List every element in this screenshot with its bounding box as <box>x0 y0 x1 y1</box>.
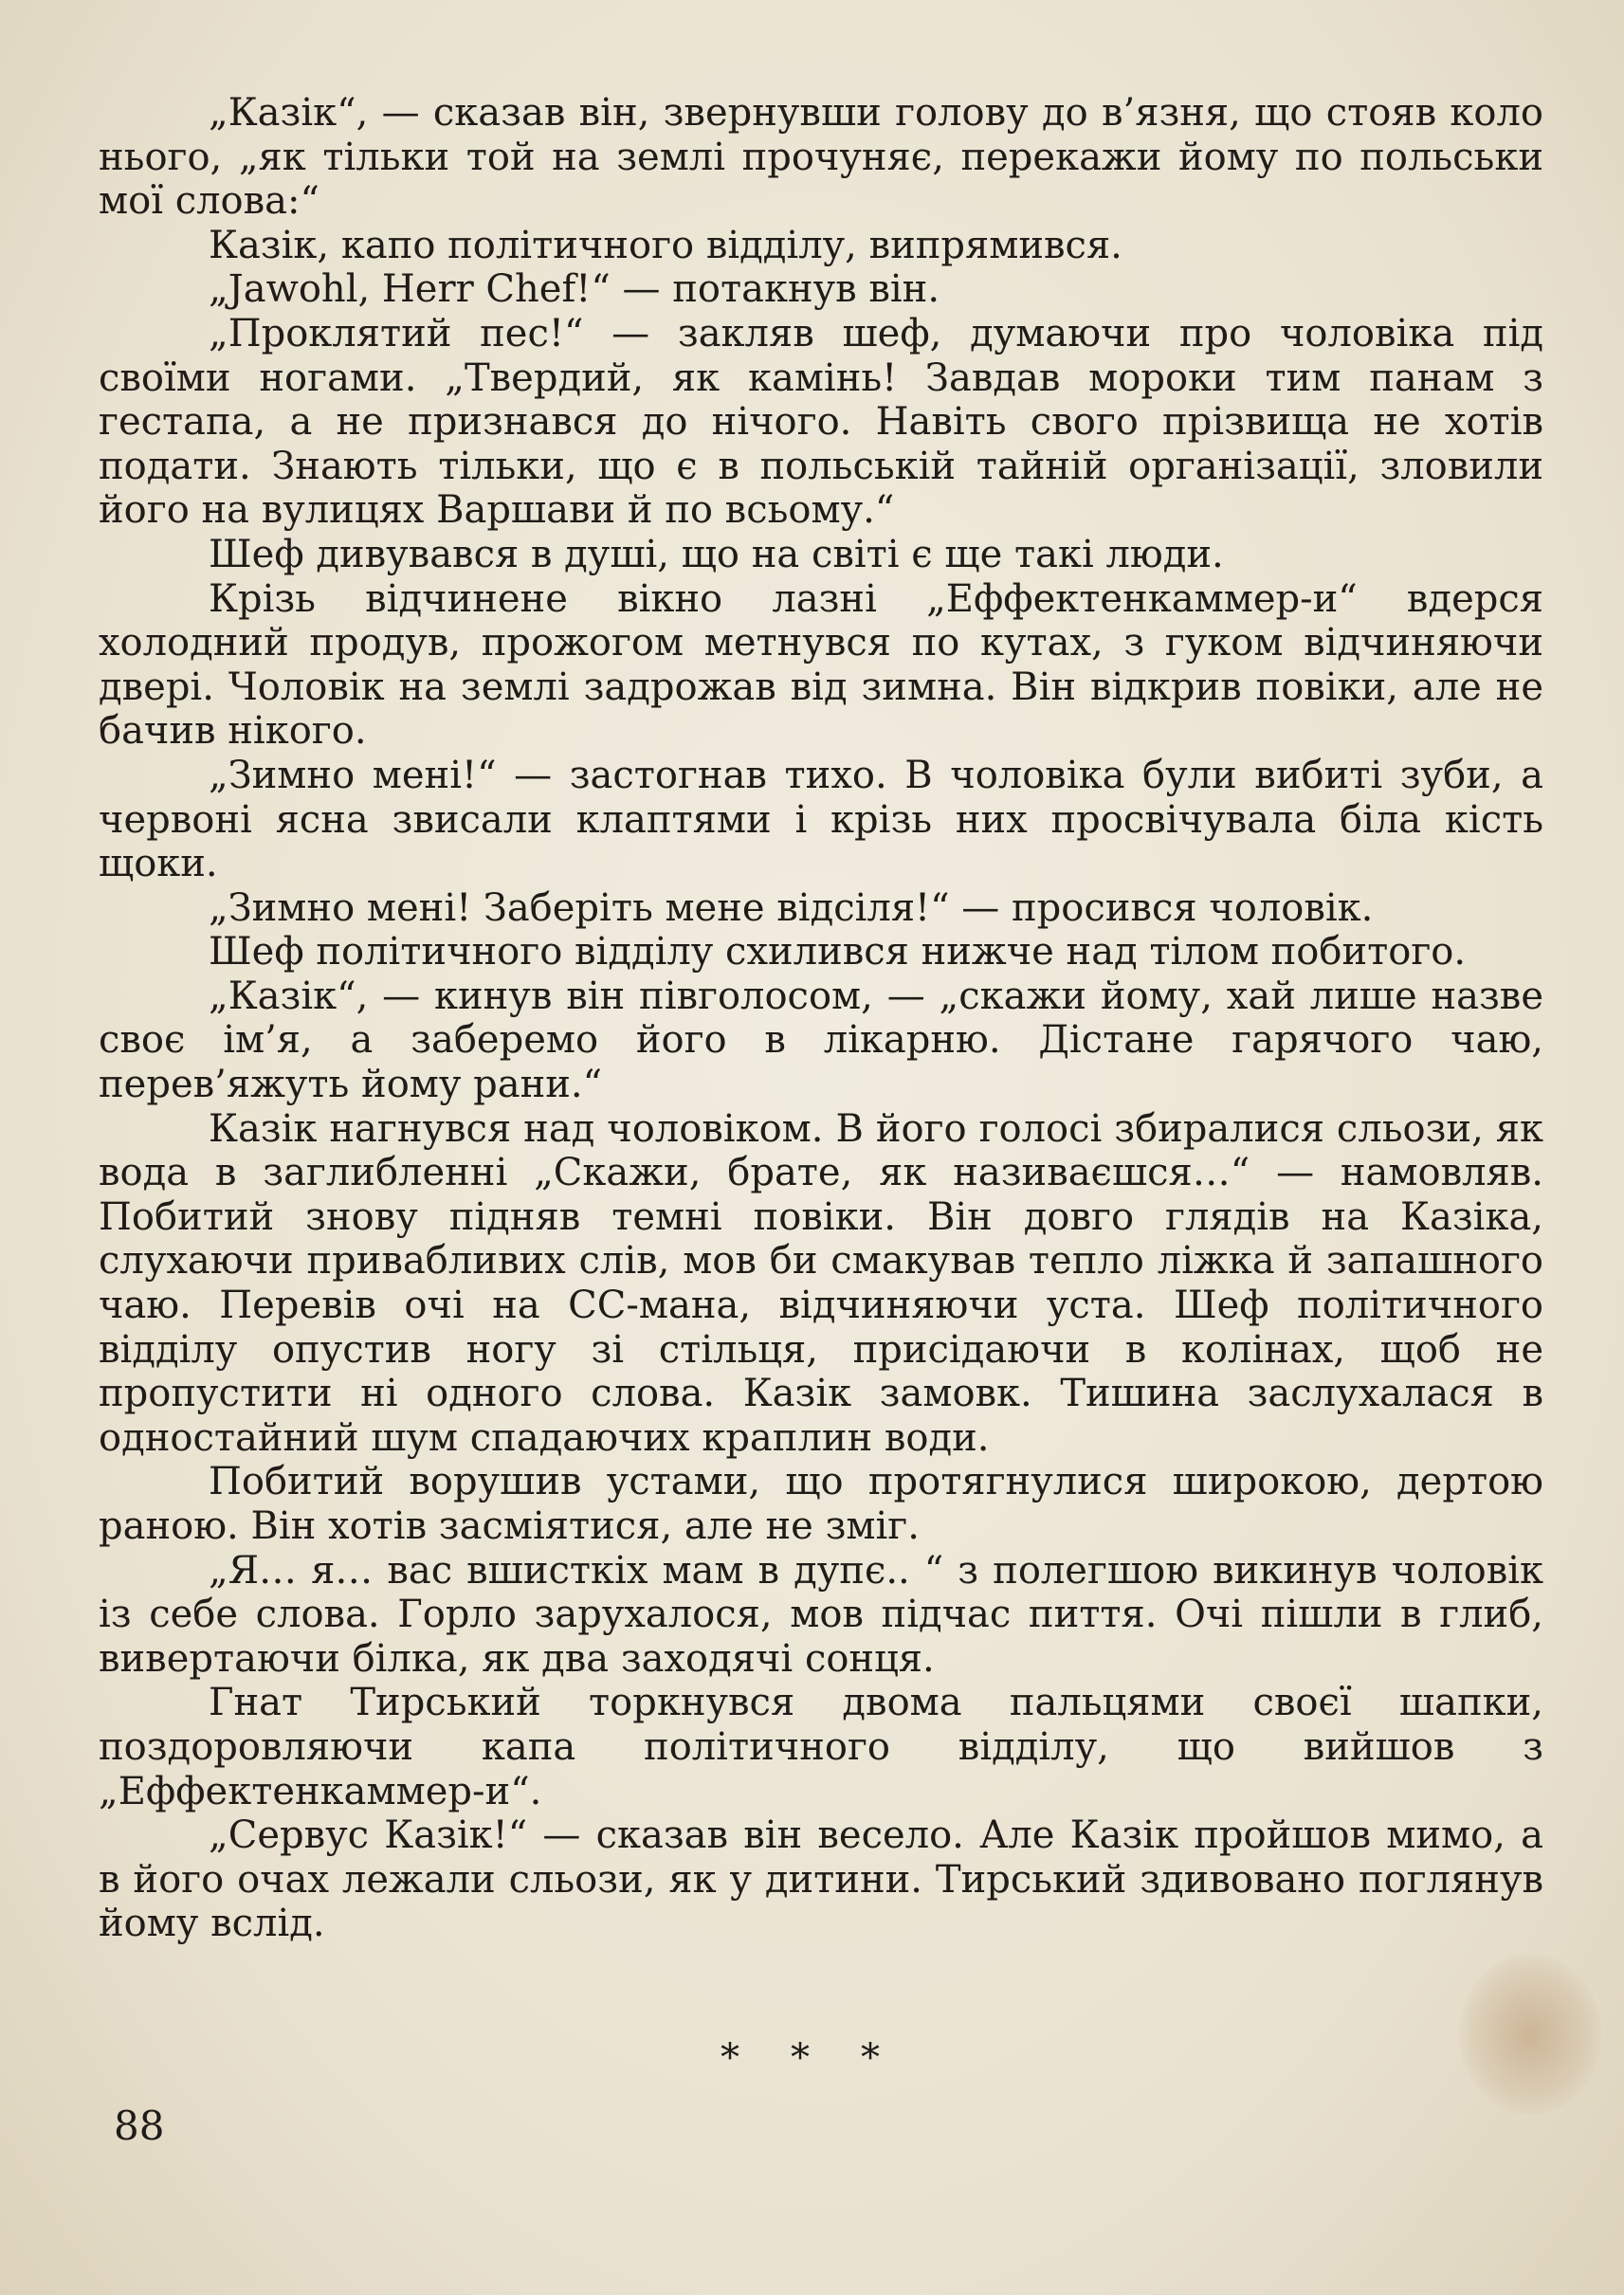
paragraph: „Казік“, — сказав він, звернувши голову до в’язня, що стояв коло нього, „як тільки той на землі прочуняє, перекажи йому по польськи мої слова:“ <box>99 91 1543 224</box>
paper-stain <box>1459 1954 1601 2115</box>
section-separator: *** <box>721 2036 931 2080</box>
paragraph: „Сервус Казік!“ — сказав він весело. Але Казік пройшов мимо, а в його очах лежали сльози, як у дитини. Тирський здивовано поглянув йому вслід. <box>99 1813 1543 1946</box>
paragraph: Крізь відчинене вікно лазні „Еффектенкаммер-и“ вдерся холодний продув, прожогом метнувся по кутах, з гуком відчиняючи двері. Чоловік на землі задрожав від зимна. Він відкрив повіки, але не бачив нікого. <box>99 576 1543 754</box>
paragraph: „Казік“, — кинув він півголосом, — „скажи йому, хай лише назве своє ім’я, а заберемо його в лікарню. Дістане гарячого чаю, перев’яжуть йому рани.“ <box>99 974 1543 1107</box>
paragraph: „Jawohl, Herr Chef!“ — потакнув він. <box>209 267 940 312</box>
paragraph: Казік, капо політичного відділу, випрямився. <box>209 223 1122 267</box>
paragraph: „Я… я… вас вшисткіх мам в дупє.. “ з полегшою викинув чоловік із себе слова. Горло зарухалося, мов підчас пиття. Очі пішли в глиб, вивертаючи білка, як два заходячі сонця. <box>99 1548 1543 1681</box>
paragraph: Шеф політичного відділу схилився нижче над тілом побитого. <box>209 930 1467 974</box>
paragraph: Шеф дивувався в душі, що на світі є ще такі люди. <box>209 532 1224 576</box>
paragraph: Гнат Тирський торкнувся двома пальцями своєї шапки, поздоровляючи капа політичного відділу, що вийшов з „Еффектенкаммер-и“. <box>99 1681 1543 1813</box>
paragraph: Побитий ворушив устами, що протягнулися широкою, дертою раною. Він хотів засміятися, але не зміг. <box>99 1460 1543 1548</box>
paragraph: „Зимно мені! Заберіть мене відсіля!“ — просився чоловік. <box>209 885 1374 930</box>
paragraph: „Проклятий пес!“ — закляв шеф, думаючи про чоловіка під своїми ногами. „Твердий, як камінь! Завдав мороки тим панам з гестапа, а не признався до нічого. Навіть свого прізвища не хотів подати. Знають тільки, що є в польській тайній організації, зловили його на вулицях Варшави й по всьому.“ <box>99 311 1543 533</box>
paragraph: Казік нагнувся над чоловіком. В його голосі збиралися сльози, як вода в заглибленні „Скажи, брате, як називаєшся…“ — намовляв. Побитий знову підняв темні повіки. Він довго глядів на Казіка, слухаючи привабливих слів, мов би смакував тепло ліжка й запашного чаю. Перевів очі на СС-мана, відчиняючи уста. Шеф політичного відділу опустив ногу зі стільця, присідаючи в колінах, щоб не пропустити ні одного слова. Казік замовк. Тишина заслухалася в одностайний шум спадаючих краплин води. <box>99 1106 1543 1460</box>
body-text <box>99 91 1543 1946</box>
paragraph: „Зимно мені!“ — застогнав тихо. В чоловіка були вибиті зуби, а червоні ясна звисали клаптями і крізь них просвічувала біла кість щоки. <box>99 753 1543 886</box>
page-number: 88 <box>114 2103 165 2149</box>
